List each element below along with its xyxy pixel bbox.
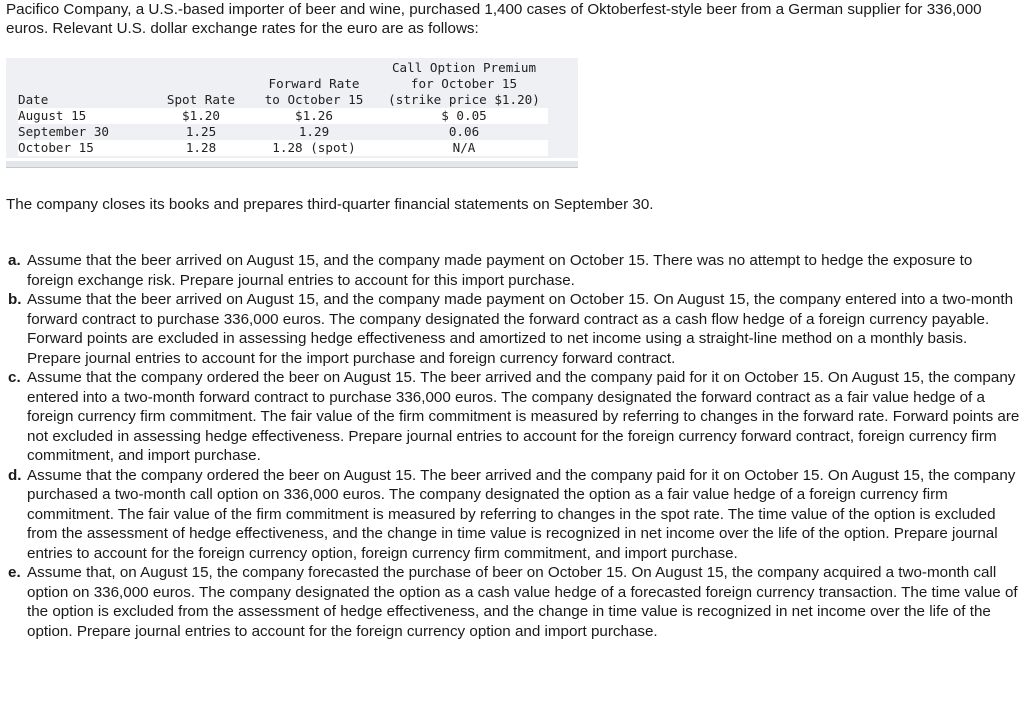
requirement-letter: b. bbox=[8, 291, 22, 308]
cell-date: October 15 bbox=[18, 140, 154, 156]
header-forward-line2: to October 15 bbox=[264, 92, 364, 107]
requirement-text: Assume that the beer arrived on August 15, and the company made payment on October 15. There was no attempt to hedge the exposure to foreign exchange risk. Prepare journal entries to account for this import purchase. bbox=[27, 252, 973, 289]
table-header-row-1 bbox=[18, 60, 548, 76]
table-header-row-2 bbox=[18, 76, 548, 92]
requirement-letter: a. bbox=[8, 252, 21, 269]
requirement-b bbox=[6, 290, 1022, 368]
cell-option: 0.06 bbox=[380, 124, 548, 140]
cell-date: September 30 bbox=[18, 124, 154, 140]
problem-intro: Pacifico Company, a U.S.-based importer of beer and wine, purchased 1,400 cases of Oktoberfest-style beer from a German supplier for 336,000 euros. Relevant U.S. dollar exchange rates for the euro are as follows: bbox=[6, 1, 982, 37]
requirement-text: Assume that, on August 15, the company forecasted the purchase of beer on October 15. On August 15, the company acquired a two-month call option on 336,000 euros. The company designated the option as a cash value hedge of a forecasted foreign currency transaction. The time value of the option is excluded from the assessment of hedge effectiveness, and the change in time value is recognized in net income over the life of the option. Prepare journal entries to account for the foreign currency option and import purchase. bbox=[27, 564, 1018, 640]
requirement-e bbox=[6, 563, 1022, 641]
table-row bbox=[18, 140, 548, 156]
table-row bbox=[18, 108, 548, 124]
table-bottom-rule bbox=[6, 161, 578, 168]
requirement-letter: c. bbox=[8, 369, 21, 386]
requirement-c bbox=[6, 368, 1022, 466]
rates-table bbox=[18, 60, 548, 156]
header-date: Date bbox=[18, 92, 49, 107]
requirement-d bbox=[6, 466, 1022, 564]
cell-date: August 15 bbox=[18, 108, 154, 124]
table-row bbox=[18, 124, 548, 140]
requirement-letter: e. bbox=[8, 564, 21, 581]
cell-spot: $1.20 bbox=[154, 108, 248, 124]
requirement-letter: d. bbox=[8, 466, 22, 484]
requirements-list bbox=[6, 251, 1022, 641]
requirement-text: Assume that the company ordered the beer on August 15. The beer arrived and the company paid for it on October 15. On August 15, the company entered into a two-month forward contract to purchase 336,000 euros. The company designated the forward contract as a fair value hedge of a foreign currency firm commitment. The fair value of the firm commitment is measured by referring to changes in the forward rate. Forward points are not excluded in assessing hedge effectiveness. Prepare journal entries to account for the foreign currency forward contract, foreign currency firm commitment, and import purchase. bbox=[27, 369, 1020, 464]
cell-spot: 1.28 bbox=[154, 140, 248, 156]
header-option-line2: for October 15 bbox=[410, 76, 518, 91]
cell-forward: 1.29 bbox=[248, 124, 380, 140]
cell-spot: 1.25 bbox=[154, 124, 248, 140]
requirement-text: Assume that the beer arrived on August 15, and the company made payment on October 15. On August 15, the company entered into a two-month forward contract to purchase 336,000 euros. The company designated the forward contract as a cash flow hedge of a foreign currency payable. Forward points are excluded in assessing hedge effectiveness and amortized to net income using a straight-line method on a monthly basis. Prepare journal entries to account for the import purchase and foreign currency forward contract. bbox=[27, 291, 1014, 367]
header-spot: Spot Rate bbox=[166, 92, 236, 107]
requirement-a bbox=[6, 251, 1022, 290]
cell-forward: $1.26 bbox=[248, 108, 380, 124]
header-forward-line1: Forward Rate bbox=[268, 76, 360, 91]
cell-option: N/A bbox=[380, 140, 548, 156]
cell-option: $ 0.05 bbox=[380, 108, 548, 124]
closing-statement: The company closes its books and prepares third-quarter financial statements on September 30. bbox=[6, 196, 654, 213]
cell-forward: 1.28 (spot) bbox=[248, 140, 380, 156]
table-header-row-3 bbox=[18, 92, 548, 108]
requirement-text: Assume that the company ordered the beer on August 15. The beer arrived and the company paid for it on October 15. On August 15, the company purchased a two-month call option on 336,000 euros. The company designated the option as a fair value hedge of a foreign currency firm commitment. The fair value of the firm commitment is measured by referring to changes in the spot rate. The time value of the option is excluded from the assessment of hedge effectiveness, and the change in time value is recognized in net income over the life of the option. Prepare journal entries to account for the foreign currency option, foreign currency firm commitment, and import purchase. bbox=[27, 466, 1016, 562]
header-option-line3: (strike price $1.20) bbox=[388, 92, 540, 107]
header-option-line1: Call Option Premium bbox=[391, 60, 537, 75]
exchange-rate-table bbox=[6, 58, 578, 168]
